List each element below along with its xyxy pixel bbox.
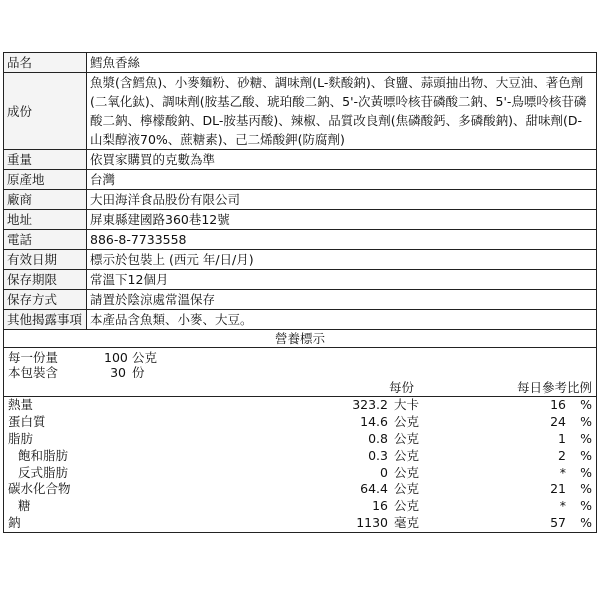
info-row — [4, 270, 597, 290]
nutrient-pct-sign: % — [580, 464, 592, 480]
info-value: 本產品含魚類、小麥、大豆。 — [87, 310, 597, 330]
nutrient-name: 糖 — [18, 498, 31, 514]
info-row — [4, 210, 597, 230]
serving-value: 100 — [104, 350, 128, 365]
nutrient-name: 蛋白質 — [8, 413, 46, 429]
nutrient-amount: 16 — [372, 498, 388, 514]
nutrient-unit: 公克 — [394, 481, 420, 497]
nutrient-amount: 0 — [380, 464, 388, 480]
info-value: 標示於包裝上 (西元 年/日/月) — [87, 250, 597, 270]
nutrient-amount: 1130 — [356, 515, 388, 531]
nutrition-title: 營養標示 — [3, 330, 597, 348]
nutrient-daily-pct: * — [559, 498, 566, 514]
nutrient-daily-pct: 2 — [558, 447, 566, 463]
info-key: 保存方式 — [4, 290, 87, 310]
info-value: 大田海洋食品股份有限公司 — [87, 190, 597, 210]
package-label: 本包裝含 — [8, 365, 59, 380]
info-row — [4, 53, 597, 73]
nutrition-rows — [3, 397, 597, 533]
nutrition-row — [4, 448, 596, 465]
nutrient-pct-sign: % — [580, 515, 592, 531]
info-key: 地址 — [4, 210, 87, 230]
info-value: 魚漿(含鱈魚)、小麥麵粉、砂糖、調味劑(L-麩酸鈉)、食鹽、蒜頭抽出物、大豆油、著色劑(二氧化鈦)、調味劑(胺基乙酸、琥珀酸二鈉、5'-次黃嘌呤核苷磷酸二鈉、5'-鳥嘌呤核苷磷酸二鈉、檸檬酸鈉、DL-胺基丙酸)、辣椒、品質改良劑(焦磷酸鈣、多磷酸鈉)、甜味劑(D-山梨醇液70%、蔗糖素)、己二烯酸鉀(防腐劑) — [87, 73, 597, 150]
package-unit: 份 — [132, 365, 145, 380]
nutrition-row — [4, 414, 596, 431]
info-row — [4, 150, 597, 170]
nutrient-pct-sign: % — [580, 447, 592, 463]
info-row — [4, 250, 597, 270]
info-key: 廠商 — [4, 190, 87, 210]
nutrient-daily-pct: 1 — [558, 430, 566, 446]
nutrient-pct-sign: % — [580, 413, 592, 429]
info-row — [4, 290, 597, 310]
info-key: 成份 — [4, 73, 87, 150]
nutrient-daily-pct: * — [559, 464, 566, 480]
nutrition-row — [4, 481, 596, 498]
nutrient-name: 熱量 — [8, 397, 34, 412]
nutrition-panel — [3, 330, 597, 533]
info-value: 依買家購買的克數為準 — [87, 150, 597, 170]
nutrition-row — [4, 397, 596, 414]
info-value: 屏東縣建國路360巷12號 — [87, 210, 597, 230]
nutrition-row — [4, 465, 596, 482]
nutrient-unit: 毫克 — [394, 515, 420, 531]
nutrient-amount: 14.6 — [360, 413, 388, 429]
nutrient-pct-sign: % — [580, 481, 592, 497]
info-value: 常溫下12個月 — [87, 270, 597, 290]
nutrient-amount: 64.4 — [360, 481, 388, 497]
nutrient-daily-pct: 21 — [550, 481, 566, 497]
info-key: 電話 — [4, 230, 87, 250]
nutrient-name: 鈉 — [8, 515, 21, 531]
per-serving-header: 每份 — [388, 380, 414, 395]
nutrient-name: 脂肪 — [8, 430, 34, 446]
info-key: 原產地 — [4, 170, 87, 190]
info-value: 鱈魚香絲 — [87, 53, 597, 73]
info-row — [4, 73, 597, 150]
info-row — [4, 170, 597, 190]
daily-ref-header: 每日參考比例 — [516, 380, 592, 395]
nutrient-unit: 公克 — [394, 498, 420, 514]
nutrient-amount: 0.8 — [368, 430, 388, 446]
nutrient-name: 反式脂肪 — [18, 464, 69, 480]
nutrition-row — [4, 431, 596, 448]
package-value: 30 — [110, 365, 126, 380]
serving-label: 每一份量 — [8, 350, 59, 365]
nutrient-unit: 公克 — [394, 464, 420, 480]
nutrition-row — [4, 498, 596, 515]
nutrient-daily-pct: 16 — [550, 397, 566, 412]
nutrient-unit: 公克 — [394, 430, 420, 446]
nutrient-daily-pct: 57 — [550, 515, 566, 531]
info-value: 台灣 — [87, 170, 597, 190]
nutrient-pct-sign: % — [580, 397, 592, 412]
nutrient-pct-sign: % — [580, 498, 592, 514]
product-sheet — [3, 52, 597, 533]
nutrient-unit: 大卡 — [394, 397, 420, 412]
info-key: 重量 — [4, 150, 87, 170]
nutrient-daily-pct: 24 — [550, 413, 566, 429]
info-key: 保存期限 — [4, 270, 87, 290]
serving-info — [3, 348, 597, 380]
nutrient-pct-sign: % — [580, 430, 592, 446]
info-row — [4, 190, 597, 210]
info-row — [4, 230, 597, 250]
nutrient-name: 飽和脂肪 — [18, 447, 69, 463]
nutrient-amount: 0.3 — [368, 447, 388, 463]
info-value: 886-8-7733558 — [87, 230, 597, 250]
serving-unit: 公克 — [132, 350, 158, 365]
nutrient-amount: 323.2 — [352, 397, 388, 412]
info-key: 品名 — [4, 53, 87, 73]
nutrition-column-headers — [3, 380, 597, 397]
info-value: 請置於陰涼處常溫保存 — [87, 290, 597, 310]
nutrient-unit: 公克 — [394, 447, 420, 463]
product-info-table — [3, 52, 597, 330]
info-row — [4, 310, 597, 330]
info-key: 其他揭露事項 — [4, 310, 87, 330]
nutrition-row — [4, 515, 596, 532]
info-key: 有效日期 — [4, 250, 87, 270]
nutrient-unit: 公克 — [394, 413, 420, 429]
nutrient-name: 碳水化合物 — [8, 481, 71, 497]
